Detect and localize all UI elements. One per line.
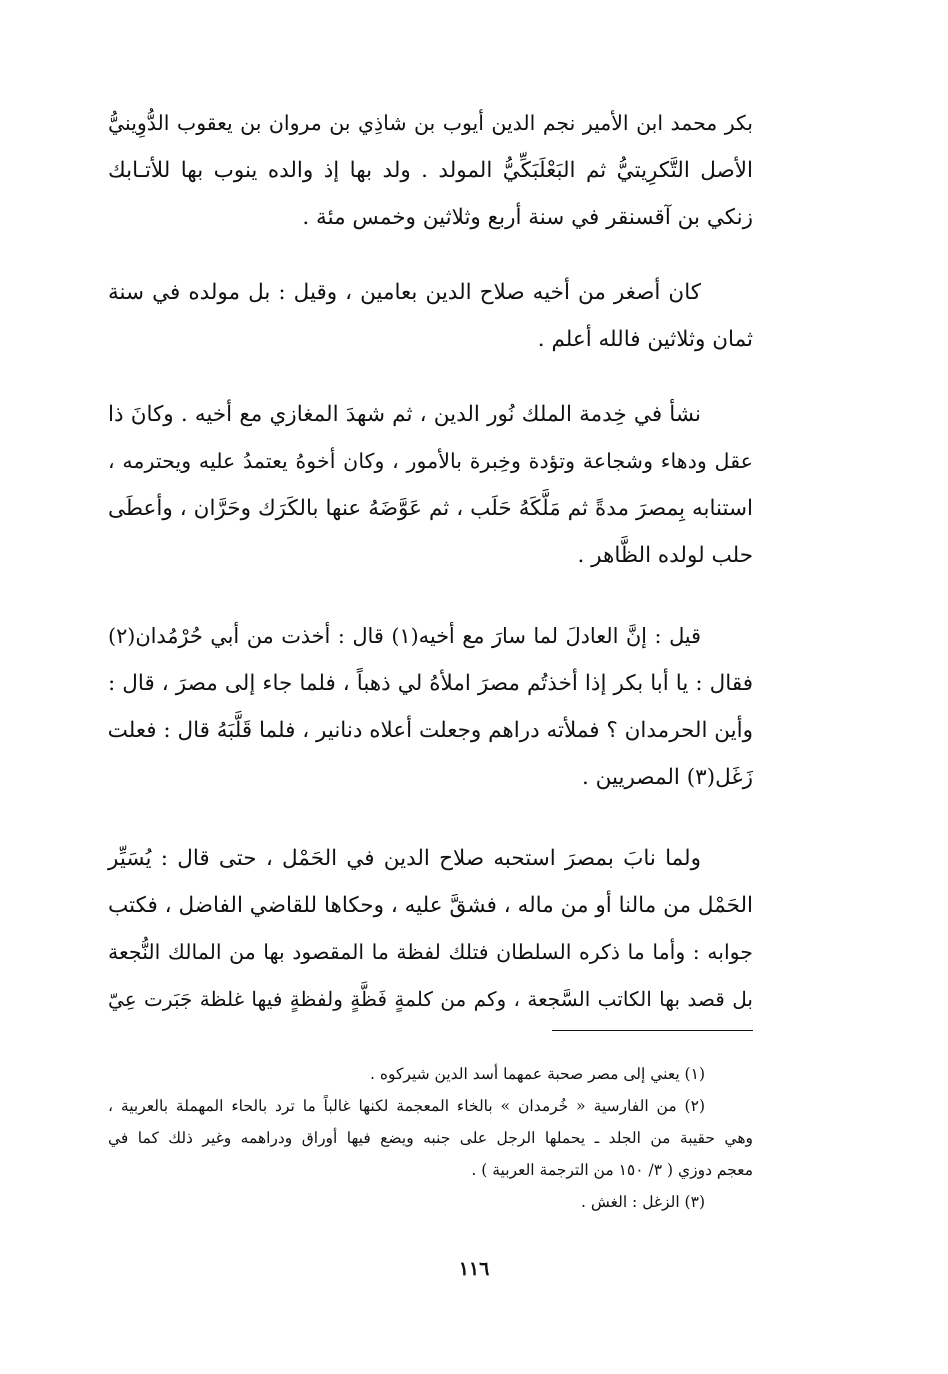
footnote-divider [552,1030,753,1031]
text-line: وأين الحرمدان ؟ فملأته دراهم وجعلت أعلاه دنانير ، فلما قَلَّبَهُ قال : فعلت [107,718,753,743]
footnote-3: (٣) الزغل : الغش . [581,1193,705,1211]
footnote-2-continued: وهي حقيبة من الجلد ـ يحملها الرجل على جنبه ويضع فيها أوراق ودراهمه وغير ذلك كما في [108,1129,753,1147]
text-line: فقال : يا أبا بكر إذا أخذتُم مصرَ املأهُ لي ذهباً ، فلما جاء إلى مصرَ ، قال : [108,671,753,696]
text-line: عقل ودهاء وشجاعة وتؤدة وخِبرة بالأمور ، وكان أخوهُ يعتمدُ عليه ويحترمه ، [108,449,753,473]
paragraph-2 [108,269,753,363]
text-line: استنابه بِمصرَ مدةً ثم مَلَّكَهُ حَلَب ، ثم عَوَّضَهُ عنها بالكَرَك وحَرَّان ، وأعطَى [108,496,753,521]
text-line: نشأ في خِدمة الملك نُور الدين ، ثم شهدَ المغازي مع أخيه . وكانَ ذا [108,402,701,427]
text-line: حلب لولده الظَّاهر . [577,543,753,568]
text-line: جوابه : وأما ما ذكره السلطان فتلك لفظة ما المقصود بها من المالك النُّجعة [108,940,753,964]
page-number: ١١٦ [458,1258,490,1280]
footnote-1: (١) يعني إلى مصر صحبة عمهما أسد الدين شيركوه . [370,1065,705,1083]
text-line: بكر محمد ابن الأمير نجم الدين أيوب بن شاذِي بن مروان بن يعقوب الدُّوِينيُّ [108,111,753,135]
main-text [108,100,753,1023]
text-line: ولما نابَ بمصرَ استحبه صلاح الدين في الحَمْل ، حتى قال : يُسَيِّر [108,846,701,871]
text-line: قيل : إنَّ العادلَ لما سارَ مع أخيه(١) قال : أخذت من أبي حُرْمُدان(٢) [108,624,701,648]
footnote-2-end: معجم دوزي ( ٣/ ١٥٠ من الترجمة العربية ) . [471,1161,753,1179]
paragraph-4 [108,613,753,801]
text-line: بل قصد بها الكاتب السَّجعة ، وكم من كلمةٍ فَظَّةٍ ولفظةٍ فيها غلظة جَبَرت عِيّ [108,987,753,1011]
paragraph-1 [108,100,753,241]
text-line: الأصل التَّكرِيتيُّ ثم البَعْلَبَكِّيُّ المولد . ولد بها إذ والده ينوب بها للأتـابك [108,158,753,183]
footnotes [108,1058,753,1218]
paragraph-3 [108,391,753,579]
text-line: الحَمْل من مالنا أو من ماله ، فشقَّ عليه ، وحكاها للقاضي الفاضل ، فكتب [108,893,753,918]
text-line: زَغَل(٣) المصريين . [581,765,753,790]
text-line: زنكي بن آقسنقر في سنة أربع وثلاثين وخمس مئة . [302,205,753,230]
footnote-2: (٢) من الفارسية « خُرمدان » بالخاء المعجمة لكنها غالباً ما ترد بالحاء المهملة بالعربية ، [108,1097,705,1115]
paragraph-5 [108,835,753,1023]
text-line: كان أصغر من أخيه صلاح الدين بعامين ، وقيل : بل مولده في سنة [108,280,701,305]
text-line: ثمان وثلاثين فالله أعلم . [537,327,753,352]
